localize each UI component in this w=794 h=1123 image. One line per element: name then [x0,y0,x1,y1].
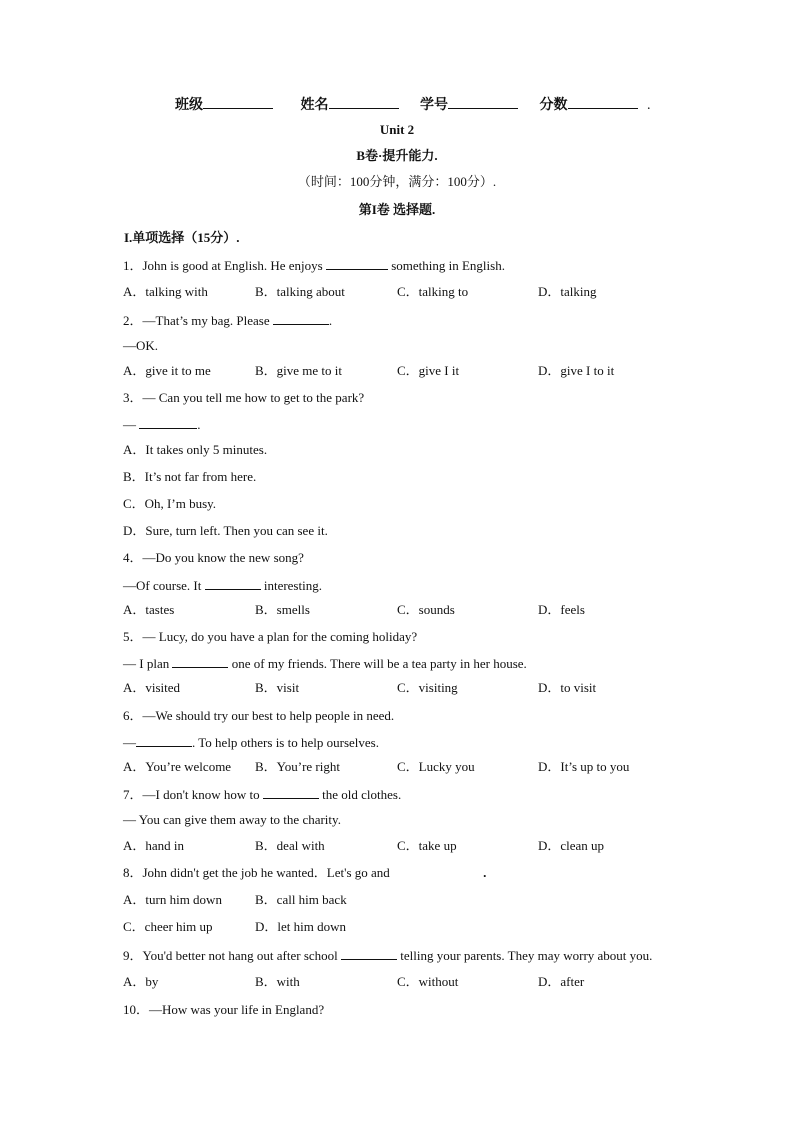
q7-option-c[interactable]: C．take up [397,838,457,853]
question-2-stem [123,312,332,329]
q5-option-c[interactable]: C．visiting [397,680,458,695]
q7-option-a[interactable]: A．hand in [123,838,185,853]
question-3-reply-text: — [123,417,140,432]
question-3-reply [123,416,201,433]
name-blank[interactable] [329,96,399,109]
id-label: 学号 [420,98,448,113]
question-5-blank[interactable] [172,655,228,668]
name-label: 姓名 [300,98,329,113]
q1-option-b[interactable]: B．talking about [255,284,345,299]
q1-option-d[interactable]: D．talking [538,284,597,299]
q7-option-d[interactable]: D．clean up [538,838,605,853]
question-1-blank[interactable] [326,257,388,270]
q8-option-b[interactable]: B．call him back [255,892,347,907]
q2-option-a[interactable]: A．give it to me [123,363,211,378]
q9-option-a[interactable]: A．by [123,974,159,989]
question-2-blank[interactable] [273,312,329,325]
question-4-reply-end: interesting. [260,578,322,593]
question-6-reply [123,734,379,751]
question-9-text: 9．You'd better not hang out after school [123,948,342,963]
question-4-stem: 4．—Do you know the new song? [123,550,304,565]
question-9-stem [123,947,652,964]
q8-option-a[interactable]: A．turn him down [123,892,222,907]
q1-option-a[interactable]: A．talking with [123,284,208,299]
student-info-header [175,96,651,114]
header-end-mark: . [647,98,651,113]
question-3-blank[interactable] [139,416,197,429]
q6-option-d[interactable]: D．It’s up to you [538,759,630,774]
question-3-stem: 3．— Can you tell me how to get to the park? [123,390,365,405]
question-4-blank[interactable] [205,577,261,590]
question-6-stem: 6．—We should try our best to help people in need. [123,708,395,723]
question-4-reply-text: —Of course. It [123,578,205,593]
q4-option-c[interactable]: C．sounds [397,602,455,617]
q4-option-b[interactable]: B．smells [255,602,310,617]
question-5-reply-text: — I plan [123,656,173,671]
question-7-blank[interactable] [263,786,319,799]
question-7-text-end: the old clothes. [318,787,402,802]
question-6-reply-end: . To help others is to help ourselves. [192,735,379,750]
question-2-text-end: . [328,313,333,328]
q4-option-d[interactable]: D．feels [538,602,585,617]
q2-option-c[interactable]: C．give I it [397,363,460,378]
q3-option-a[interactable]: A．It takes only 5 minutes. [123,442,268,457]
question-9-text-end: telling your parents. They may worry about you. [397,948,653,963]
q6-option-b[interactable]: B．You’re right [255,759,340,774]
question-10-stem: 10．—How was your life in England? [123,1002,325,1017]
id-blank[interactable] [448,96,518,109]
volume-title: B卷·提升能力. [356,148,438,163]
q2-option-d[interactable]: D．give I to it [538,363,615,378]
q9-option-b[interactable]: B．with [255,974,300,989]
q5-option-b[interactable]: B．visit [255,680,300,695]
question-8-text-end: . [483,865,487,880]
q3-option-d[interactable]: D．Sure, turn left. Then you can see it. [123,523,328,538]
q8-option-c[interactable]: C．cheer him up [123,919,213,934]
exam-info: （时间：100分钟，满分：100分）. [297,174,497,189]
q4-option-a[interactable]: A．tastes [123,602,175,617]
question-1-text-end: something in English. [387,258,505,273]
score-label: 分数 [539,98,568,113]
question-7-text: 7．—I don't know how to [123,787,263,802]
question-5-reply-end: one of my friends. There will be a tea party in her house. [228,656,527,671]
q6-option-c[interactable]: C．Lucky you [397,759,475,774]
question-7-reply: — You can give them away to the charity. [123,812,341,827]
q9-option-c[interactable]: C．without [397,974,459,989]
unit-title: Unit 2 [379,122,415,137]
question-4-reply [123,577,322,594]
q3-option-b[interactable]: B．It’s not far from here. [123,469,257,484]
question-5-stem: 5．— Lucy, do you have a plan for the coming holiday? [123,629,418,644]
question-3-reply-end: . [197,417,201,432]
question-7-stem [123,786,401,803]
question-1-text: 1．John is good at English. He enjoys [123,258,326,273]
q6-option-a[interactable]: A．You’re welcome [123,759,232,774]
question-6-reply-text: — [123,735,136,750]
question-9-blank[interactable] [341,947,397,960]
q2-option-b[interactable]: B．give me to it [255,363,343,378]
q3-option-c[interactable]: C．Oh, I’m busy. [123,496,217,511]
question-8-stem [123,865,486,881]
q9-option-d[interactable]: D．after [538,974,585,989]
question-2-text: 2．—That’s my bag. Please [123,313,273,328]
score-blank[interactable] [568,96,638,109]
question-1-stem [123,257,505,274]
class-label: 班级 [175,98,203,113]
question-6-blank[interactable] [136,734,192,747]
q1-option-c[interactable]: C．talking to [397,284,469,299]
q5-option-d[interactable]: D．to visit [538,680,597,695]
class-blank[interactable] [203,96,273,109]
section-heading: I.单项选择（15分）. [124,230,240,245]
q5-option-a[interactable]: A．visited [123,680,181,695]
question-8-text: 8．John didn't get the job he wanted．Let's go and [123,865,394,880]
question-5-reply [123,655,527,672]
question-2-reply: —OK. [123,338,159,353]
part-title: 第I卷 选择题. [358,202,436,217]
q8-option-d[interactable]: D．let him down [255,919,346,934]
q7-option-b[interactable]: B．deal with [255,838,325,853]
